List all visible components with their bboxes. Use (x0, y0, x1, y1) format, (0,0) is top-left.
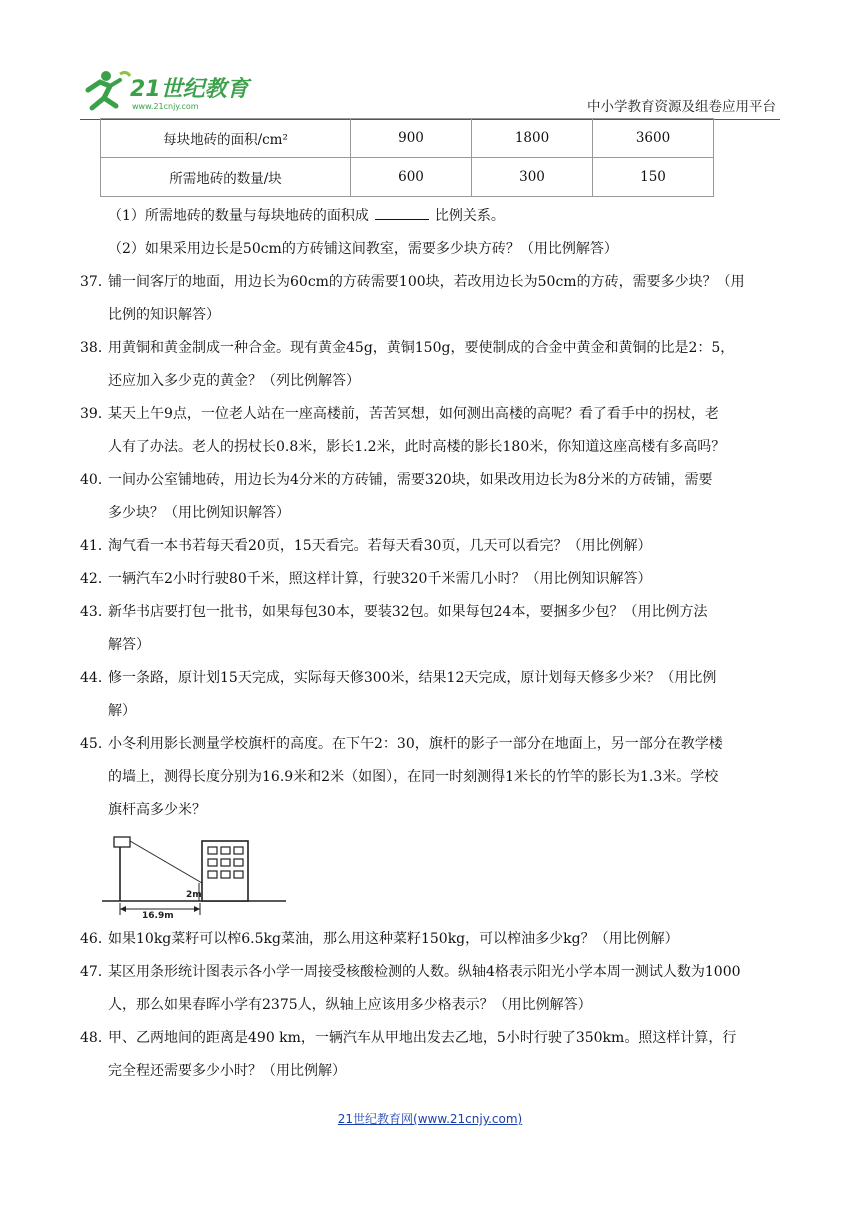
table-cell: 300 (472, 158, 593, 197)
question-44: 44．修一条路，原计划15天完成，实际每天修300米，结果12天完成，原计划每天修多少米？（用比例 解） (80, 670, 717, 719)
table-cell: 900 (351, 119, 472, 158)
logo-url: www.21cnjy.com (132, 102, 199, 111)
q36-part2: （2）如果采用边长是50cm的方砖铺这间教室，需要多少块方砖？（用比例解答） (108, 241, 618, 257)
table-cell: 1800 (472, 119, 593, 158)
table-cell: 150 (593, 158, 714, 197)
question-37: 37．铺一间客厅的地面，用边长为60cm的方砖需要100块，若改用边长为50cm的方砖，需要多少块？（用 比例的知识解答） (80, 274, 745, 323)
question-list (80, 200, 782, 1088)
question-47: 47．某区用条形统计图表示各小学一周接受核酸检测的人数。纵轴4格表示阳光小学本周一测试人数为1000 人，那么如果春晖小学有2375人，纵轴上应该用多少格表示？（用比例解答） (80, 964, 741, 1013)
flagpole-figure (80, 827, 782, 923)
question-43: 43．新华书店要打包一批书，如果每包30本，要装32包。如果每包24本，要捆多少包？（用比例方法 解答） (80, 604, 708, 653)
ground-shadow-label: 16.9m (142, 911, 174, 919)
question-39: 39．某天上午9点，一位老人站在一座高楼前，苦苦冥想，如何测出高楼的高呢？看了看手中的拐杖，老 人有了办法。老人的拐杖长0.8米，影长1.2米，此时高楼的影长180米，你知道这座高楼有多高吗？ (80, 406, 726, 455)
question-38: 38．用黄铜和黄金制成一种合金。现有黄金45g，黄铜150g，要使制成的合金中黄金和黄铜的比是2：5， 还应加入多少克的黄金？（列比例解答） (80, 340, 735, 389)
table-cell: 600 (351, 158, 472, 197)
table-cell-label: 每块地砖的面积/cm² (101, 119, 351, 158)
page-footer (0, 1110, 860, 1127)
footer-link[interactable]: 21世纪教育网(www.21cnjy.com) (337, 1112, 523, 1126)
platform-name: 中小学教育资源及组卷应用平台 (587, 99, 776, 115)
question-48: 48．甲、乙两地间的距离是490 km，一辆汽车从甲地出发去乙地，5小时行驶了350km。照这样计算，行 完全程还需要多少小时？（用比例解） (80, 1030, 737, 1079)
wall-shadow-label: 2m (186, 890, 202, 900)
page-header (80, 64, 780, 120)
question-41: 41．淘气看一本书若每天看20页，15天看完。若每天看30页，几天可以看完？（用比例解） (80, 538, 652, 554)
table-row (101, 158, 714, 197)
flagpole-diagram (100, 831, 290, 919)
question-40: 40．一间办公室铺地砖，用边长为4分米的方砖铺，需要320块，如果改用边长为8分米的方砖铺，需要 多少块？（用比例知识解答） (80, 472, 713, 521)
logo (80, 68, 270, 114)
table-row (101, 119, 714, 158)
question-42: 42．一辆汽车2小时行驶80千米，照这样计算，行驶320千米需几小时？（用比例知识解答） (80, 571, 652, 587)
table-cell: 3600 (593, 119, 714, 158)
answer-blank[interactable] (375, 206, 429, 220)
q36-part1: （1）所需地砖的数量与每块地砖的面积成 比例关系。 (108, 208, 505, 224)
logo-text: 21世纪教育 (130, 77, 249, 102)
question-45: 45．小冬利用影长测量学校旗杆的高度。在下午2：30，旗杆的影子一部分在地面上，另一部分在教学楼 的墙上，测得长度分别为16.9米和2米（如图），在同一时刻测得1米长的竹竿的影长为1.3米。学校 旗杆高多少米？ (80, 736, 723, 818)
tile-table (100, 118, 714, 197)
question-46: 46．如果10kg菜籽可以榨6.5kg菜油，那么用这种菜籽150kg，可以榨油多少kg？（用比例解） (80, 931, 679, 947)
table-cell-label: 所需地砖的数量/块 (101, 158, 351, 197)
